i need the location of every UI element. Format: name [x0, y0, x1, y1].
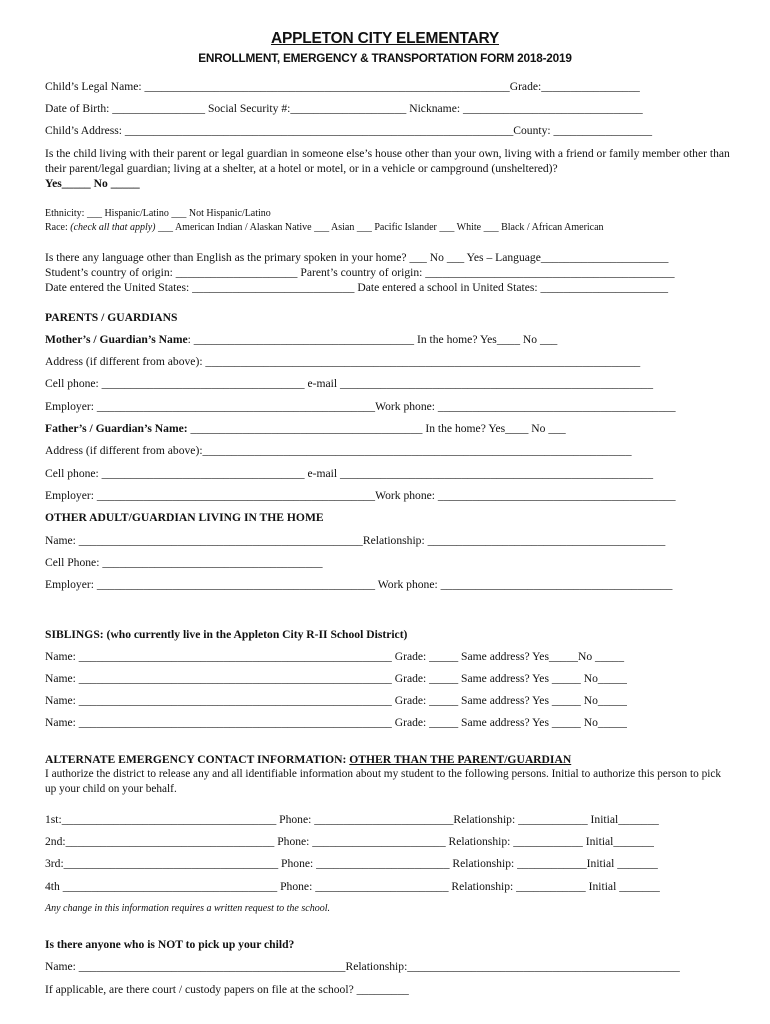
emergency-contact-row[interactable]: 4th _____________________________________ Phone: _______________________ Relationship: ____________ Initial _______ — [45, 880, 660, 893]
emergency-heading — [45, 753, 571, 767]
form-title: APPLETON CITY ELEMENTARY — [270, 30, 499, 47]
living-situation-answer[interactable]: Yes_____ No _____ — [45, 177, 140, 190]
form-subtitle: ENROLLMENT, EMERGENCY & TRANSPORTATION FORM 2018-2019 — [198, 51, 572, 65]
child-legal-name-field[interactable]: Child’s Legal Name: _______________________________________________________________Grade:_________________ — [45, 80, 640, 93]
sibling-row[interactable]: Name: ______________________________________________________ Grade: _____ Same address? Yes_____No _____ — [45, 650, 625, 663]
mother-name-blank[interactable]: : ______________________________________ In the home? Yes____ No ___ — [187, 333, 558, 346]
other-adult-name-field[interactable]: Name: _________________________________________________Relationship: _________________________________________ — [45, 534, 666, 547]
emergency-contact-row[interactable]: 2nd:____________________________________ Phone: _______________________ Relationship: ____________ Initial_______ — [45, 835, 654, 848]
race-options[interactable]: ___ American Indian / Alaskan Native ___ Asian ___ Pacific Islander ___ White ___ Black / African American — [155, 222, 604, 233]
living-situation-question: Is the child living with their parent or legal guardian in someone else’s house other than your own, living with a friend or family member other than their parent/legal guardian; living at a shelter, at a hotel or motel, or in a vehicle or campground (unsheltered)? — [45, 147, 730, 175]
child-address-field[interactable]: Child’s Address: ___________________________________________________________________County: _________________ — [45, 124, 653, 137]
sibling-row[interactable]: Name: ______________________________________________________ Grade: _____ Same address? Yes _____ No_____ — [45, 672, 627, 685]
mother-address-field[interactable]: Address (if different from above): ___________________________________________________________________________ — [45, 355, 641, 368]
father-employer-field[interactable]: Employer: ________________________________________________Work phone: _________________________________________ — [45, 489, 676, 502]
mother-cell-field[interactable]: Cell phone: ___________________________________ e-mail ______________________________________________________ — [45, 377, 654, 390]
mother-name-field[interactable] — [45, 333, 557, 347]
emergency-heading-emphasis: OTHER THAN THE PARENT/GUARDIAN — [349, 753, 572, 766]
authorization-text: I authorize the district to release any and all identifiable information about my student to the following persons. Initial to authorize this person to pick up your child on your behalf. — [45, 768, 722, 795]
mother-employer-field[interactable]: Employer: ________________________________________________Work phone: _________________________________________ — [45, 400, 676, 413]
sibling-row[interactable]: Name: ______________________________________________________ Grade: _____ Same address? Yes _____ No_____ — [45, 694, 627, 707]
other-adult-heading: OTHER ADULT/GUARDIAN LIVING IN THE HOME — [45, 511, 324, 524]
race-field[interactable] — [45, 221, 604, 235]
parents-heading: PARENTS / GUARDIANS — [45, 311, 178, 324]
change-request-note: Any change in this information requires a written request to the school. — [45, 903, 330, 914]
country-of-origin-field[interactable]: Student’s country of origin: _____________________ Parent’s country of origin: ___________________________________________ — [45, 266, 675, 279]
father-name-blank[interactable]: ________________________________________ In the home? Yes____ No ___ — [187, 422, 566, 435]
father-cell-field[interactable]: Cell phone: ___________________________________ e-mail ______________________________________________________ — [45, 467, 654, 480]
race-label: Race: — [45, 222, 71, 233]
not-pickup-name-field[interactable]: Name: ______________________________________________Relationship:_______________________________________________ — [45, 960, 680, 973]
language-field[interactable]: Is there any language other than English as the primary spoken in your home? ___ No ___ Yes – Language______________________ — [45, 251, 669, 264]
date-of-birth-field[interactable]: Date of Birth: ________________ Social Security #:____________________ Nickname: _______________________________ — [45, 102, 643, 115]
siblings-heading: SIBLINGS: (who currently live in the Appleton City R-II School District) — [45, 628, 408, 641]
emergency-heading-main: ALTERNATE EMERGENCY CONTACT INFORMATION: — [45, 753, 350, 766]
custody-papers-field[interactable]: If applicable, are there court / custody papers on file at the school? _________ — [45, 983, 409, 996]
ethnicity-field[interactable]: Ethnicity: ___ Hispanic/Latino ___ Not Hispanic/Latino — [45, 208, 271, 219]
father-label: Father’s / Guardian’s Name: — [45, 422, 188, 435]
not-pickup-heading: Is there anyone who is NOT to pick up your child? — [45, 938, 295, 951]
father-address-field[interactable]: Address (if different from above):__________________________________________________________________________ — [45, 444, 632, 457]
other-adult-employer-field[interactable]: Employer: ________________________________________________ Work phone: ________________________________________ — [45, 578, 673, 591]
other-adult-cell-field[interactable]: Cell Phone: ______________________________________ — [45, 556, 323, 569]
emergency-contact-row[interactable]: 1st:_____________________________________ Phone: ________________________Relationship: ____________ Initial_______ — [45, 813, 659, 826]
race-hint: (check all that apply) — [70, 222, 156, 233]
emergency-contact-row[interactable]: 3rd:_____________________________________ Phone: _______________________ Relationship: ____________Initial _______ — [45, 857, 658, 870]
sibling-row[interactable]: Name: ______________________________________________________ Grade: _____ Same address? Yes _____ No_____ — [45, 716, 627, 729]
mother-label: Mother’s / Guardian’s Name — [45, 333, 188, 346]
father-name-field[interactable] — [45, 422, 566, 436]
date-entered-field[interactable]: Date entered the United States: ____________________________ Date entered a school in United States: ______________________ — [45, 281, 669, 294]
